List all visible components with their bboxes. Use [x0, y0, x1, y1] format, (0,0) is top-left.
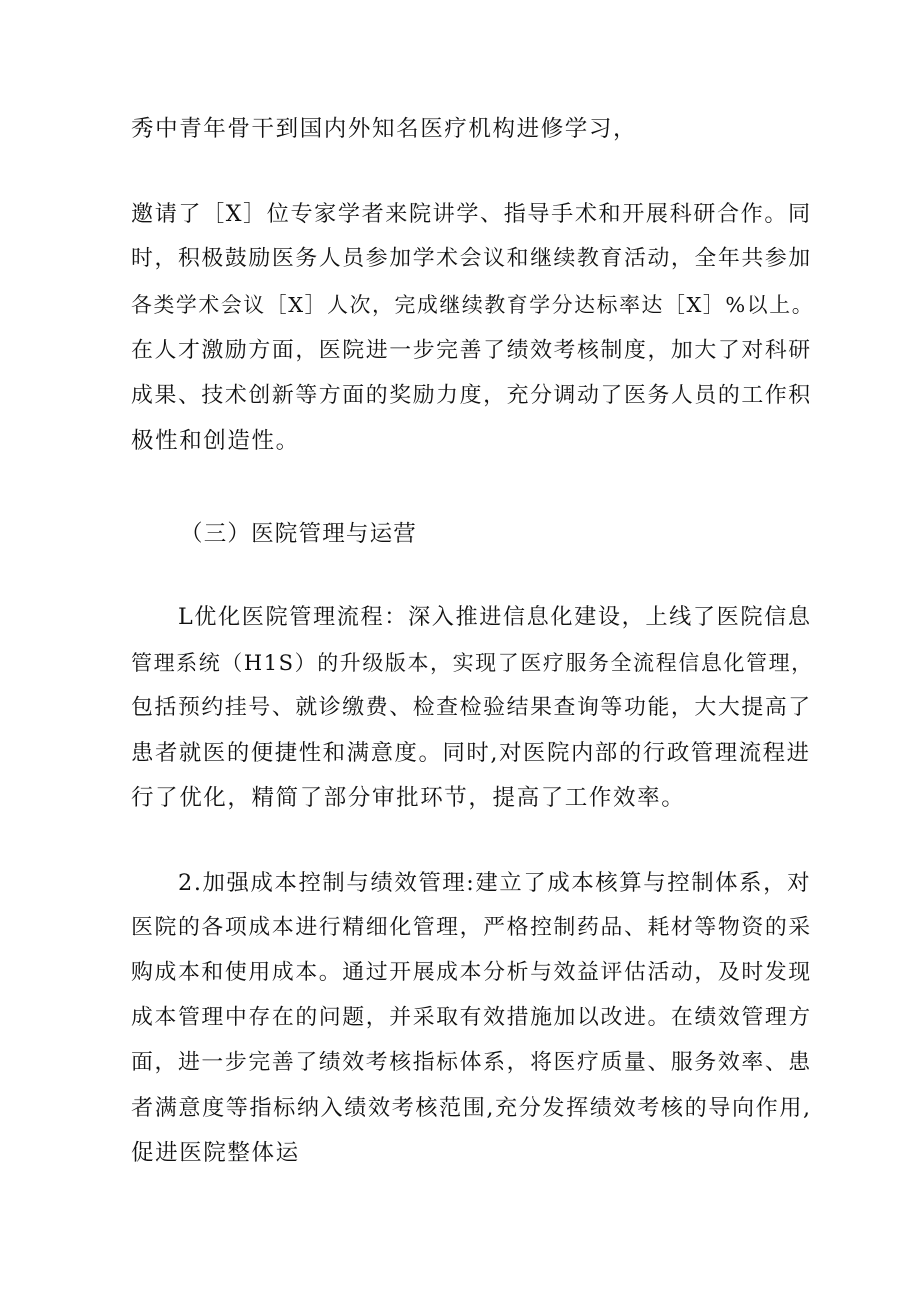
paragraph-line: 促进医院整体运	[131, 1140, 300, 1166]
paragraph-line: 者满意度等指标纳入绩效考核范围,充分发挥绩效考核的导向作用,	[131, 1095, 812, 1121]
section-heading: （三）医院管理与运营	[180, 521, 418, 547]
paragraph-line: 购成本和使用成本。通过开展成本分析与效益评估活动，及时发现	[131, 960, 812, 985]
paragraph-line: 医院的各项成本进行精细化管理，严格控制药品、耗材等物资的采	[131, 915, 812, 940]
paragraph-line: 面，进一步完善了绩效考核指标体系，将医疗质量、服务效率、患	[131, 1050, 812, 1075]
paragraph-line: 成本管理中存在的问题，并采取有效措施加以改进。在绩效管理方	[131, 1005, 812, 1030]
paragraph-line: 各类学术会议［X］人次，完成继续教育学分达标率达［X］%以上。	[131, 293, 815, 317]
paragraph-line: 管理系统（H1S）的升级版本，实现了医疗服务全流程信息化管理，	[131, 651, 814, 675]
paragraph-line: 成果、技术创新等方面的奖励力度，充分调动了医务人员的工作积	[131, 383, 812, 408]
paragraph-line: 患者就医的便捷性和满意度。同时,对医院内部的行政管理流程进	[131, 740, 811, 766]
paragraph-line: 在人才激励方面，医院进一步完善了绩效考核制度，加大了对科研	[131, 338, 812, 363]
paragraph-line: 时，积极鼓励医务人员参加学术会议和继续教育活动，全年共参加	[131, 246, 812, 271]
paragraph-line: L优化医院管理流程：深入推进信息化建设，上线了医院信息	[178, 604, 812, 630]
paragraph-line: 秀中青年骨干到国内外知名医疗机构进修学习，	[131, 116, 638, 142]
paragraph-line: 2.加强成本控制与绩效管理:建立了成本核算与控制体系，对	[178, 870, 812, 896]
paragraph-line: 包括预约挂号、就诊缴费、检查检验结果查询等功能，大大提高了	[131, 695, 812, 720]
paragraph-line: 邀请了［X］位专家学者来院讲学、指导手术和开展科研合作。同	[131, 201, 812, 227]
paragraph-line: 行了优化，精简了部分审批环节，提高了工作效率。	[131, 785, 686, 811]
paragraph-line: 极性和创造性。	[131, 428, 300, 454]
